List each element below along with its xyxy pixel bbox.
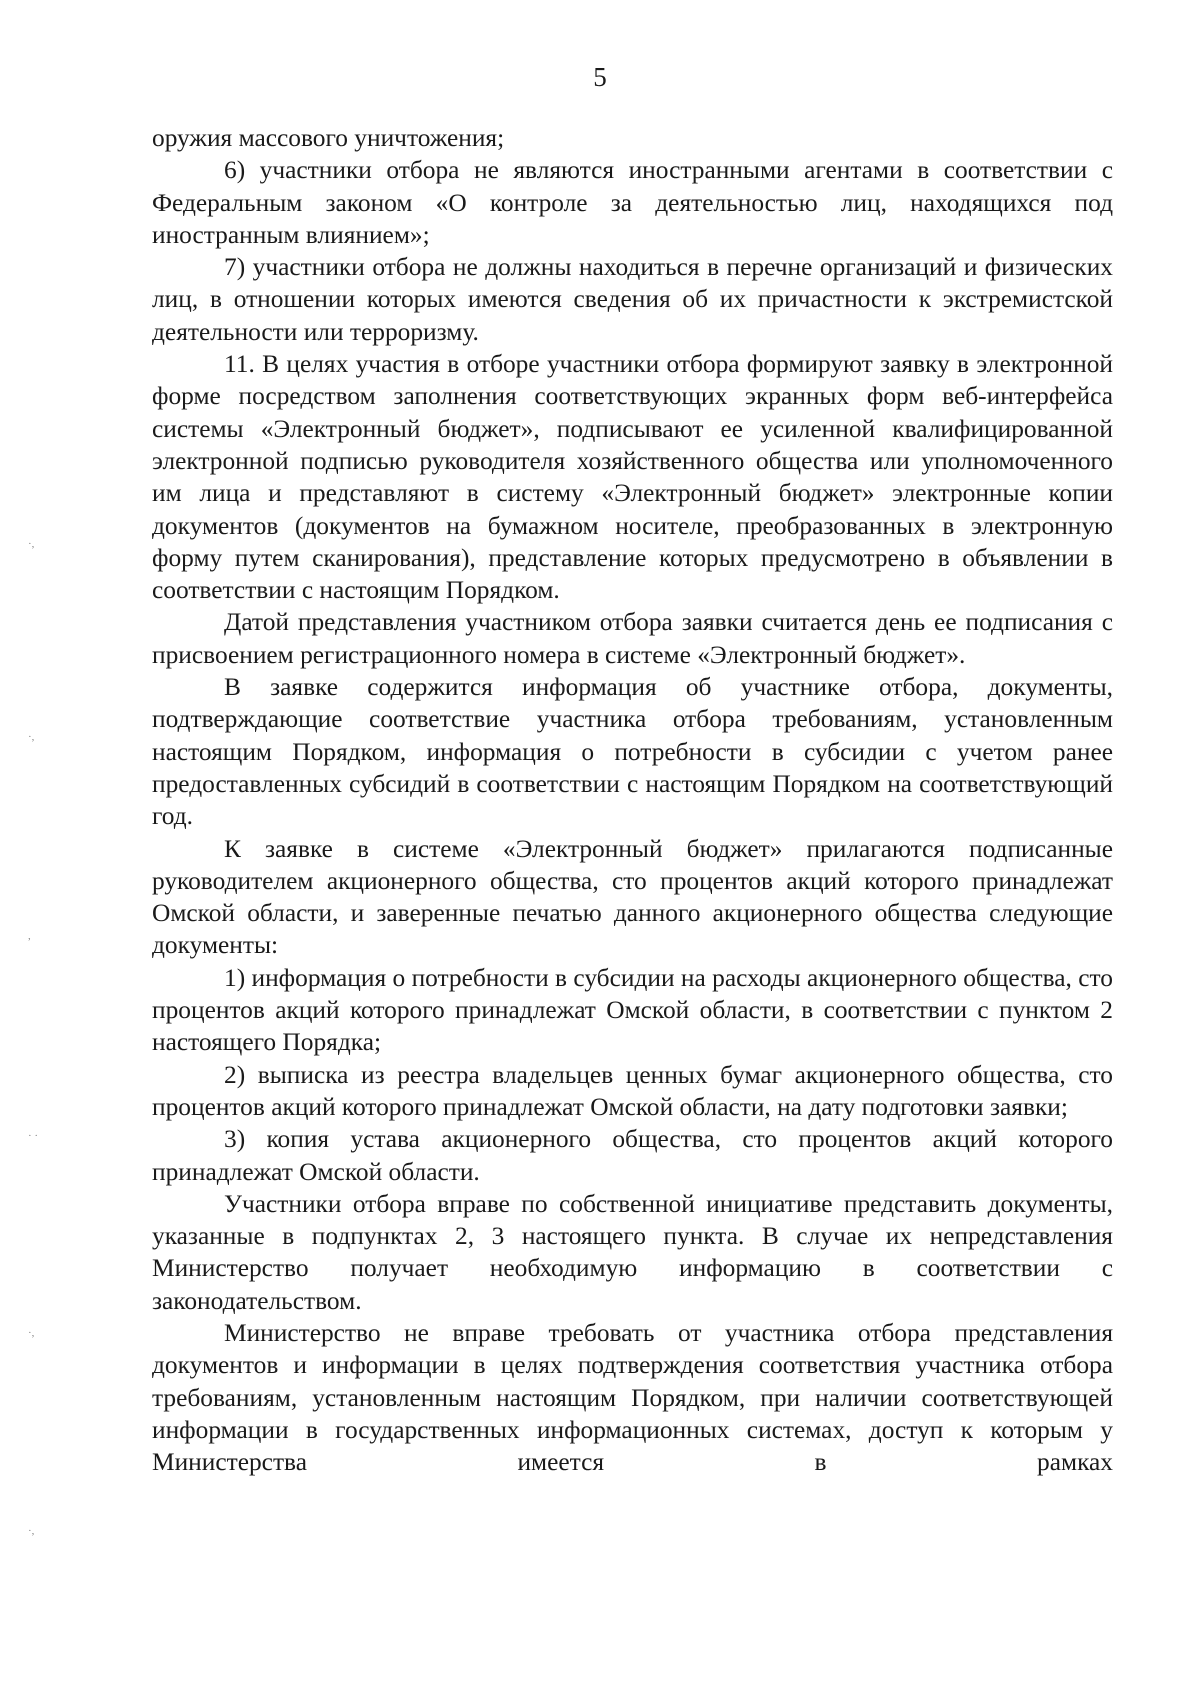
paragraph: К заявке в системе «Электронный бюджет» прилагаются подписанные руководителем акционерного общества, сто процентов акций которого принадлежат Омской области, и заверенные печатью данного акционерного общества следующие документы: xyxy=(152,834,1113,960)
scan-speck: , xyxy=(28,930,31,942)
paragraph: В заявке содержится информация об участнике отбора, документы, подтверждающие соответствие участника отбора требованиям, установленным настоящим Порядком, информация о потребности в субсидии с учетом ранее предоставленных субсидий в соответствии с настоящим Порядком на соответствующий год. xyxy=(152,673,1113,831)
paragraph: 11. В целях участия в отборе участники отбора формируют заявку в электронной форме посредством заполнения соответствующих экранных форм веб-интерфейса системы «Электронный бюджет», подписывают ее усиленной квалифицированной электронной подписью руководителя хозяйственного общества или уполномоченного им лица и представляют в систему «Электронный бюджет» электронные копии документов (документов на бумажном носителе, преобразованных в электронную форму путем сканирования), представление которых предусмотрено в объявлении в соответствии с настоящим Порядком. xyxy=(152,350,1113,605)
paragraph: оружия массового уничтожения; xyxy=(152,124,505,152)
document-body xyxy=(152,122,1113,1478)
scan-speck: ·, xyxy=(28,731,35,743)
paragraph: Участники отбора вправе по собственной инициативе представить документы, указанные в подпунктах 2, 3 настоящего пункта. В случае их непредставления Министерство получает необходимую информацию в соответствии с законодательством. xyxy=(152,1189,1113,1315)
scan-margin-marks xyxy=(28,0,68,1697)
page-number: 5 xyxy=(593,62,607,92)
paragraph: Датой представления участником отбора заявки считается день ее подписания с присвоением регистрационного номера в системе «Электронный бюджет». xyxy=(152,608,1113,669)
paragraph: 2) выписка из реестра владельцев ценных бумаг акционерного общества, сто процентов акций которого принадлежат Омской области, на дату подготовки заявки; xyxy=(152,1060,1113,1121)
scan-speck: · · xyxy=(28,1130,39,1142)
paragraph: Министерство не вправе требовать от участника отбора представления документов и информации в целях подтверждения соответствия участника отбора требованиям, установленным настоящим Порядком, при наличии соответствующей информации в государственных информационных системах, доступ к которым у Министерства имеется в рамках xyxy=(152,1318,1113,1477)
scan-speck: ·, xyxy=(28,538,35,550)
paragraph: 3) копия устава акционерного общества, сто процентов акций которого принадлежат Омской области. xyxy=(152,1125,1113,1186)
paragraph: 7) участники отбора не должны находиться в перечне организаций и физических лиц, в отношении которых имеются сведения об их причастности к экстремистской деятельности или терроризму. xyxy=(152,253,1113,346)
scan-speck: ·, xyxy=(28,1327,35,1339)
scan-speck: ·, xyxy=(28,1525,35,1537)
paragraph: 6) участники отбора не являются иностранными агентами в соответствии с Федеральным законом «О контроле за деятельностью лиц, находящихся под иностранным влиянием»; xyxy=(152,156,1113,249)
paragraph: 1) информация о потребности в субсидии на расходы акционерного общества, сто процентов акций которого принадлежат Омской области, в соответствии с пунктом 2 настоящего Порядка; xyxy=(152,963,1113,1057)
